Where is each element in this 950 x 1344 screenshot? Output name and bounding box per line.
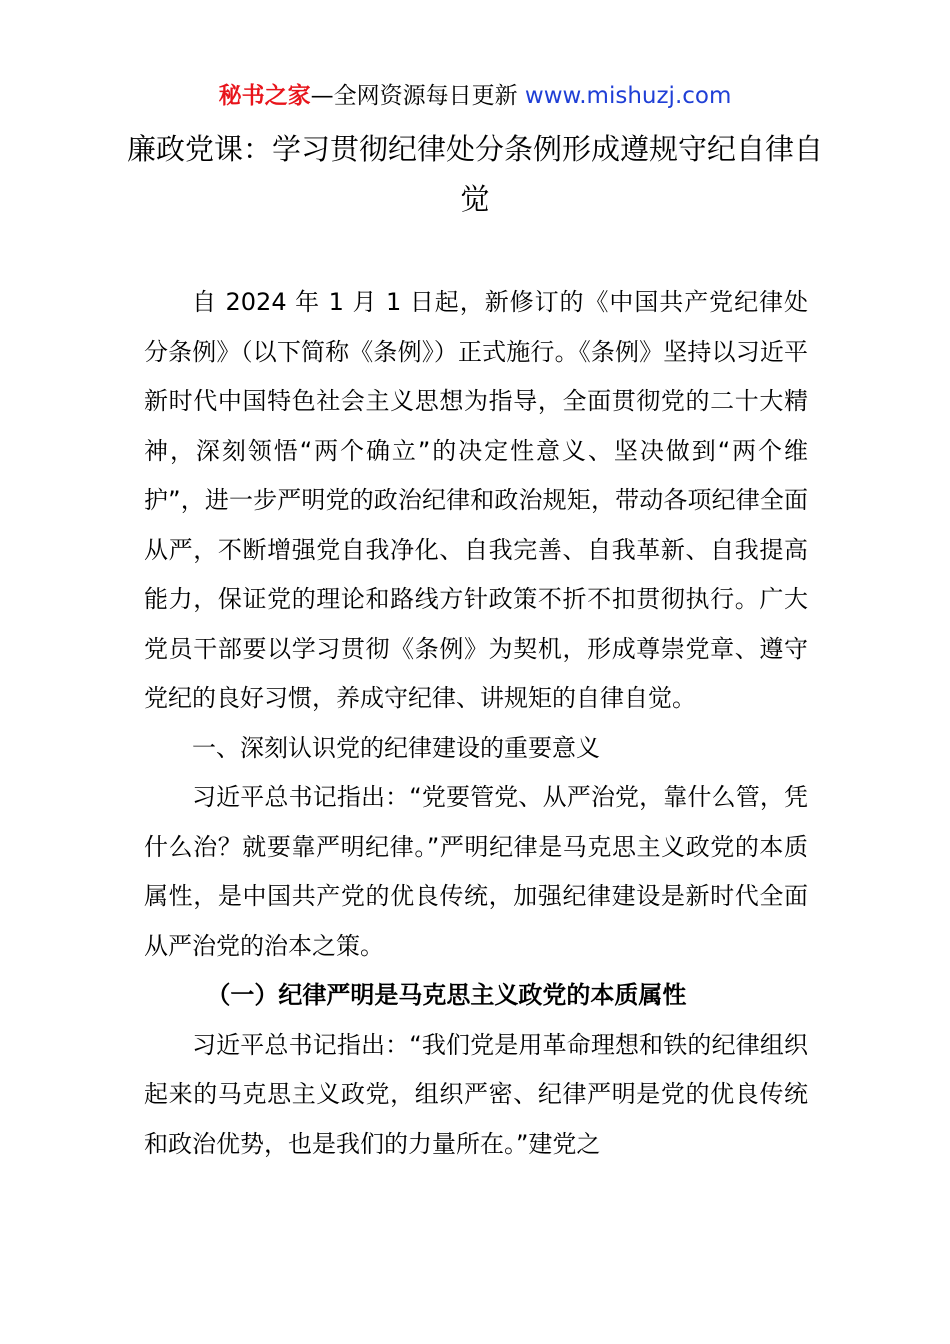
- paragraph-subsection-1: 习近平总书记指出：“我们党是用革命理想和铁的纪律组织起来的马克思主义政党，组织严密、纪律严明是党的优良传统和政治优势，也是我们的力量所在。”建党之: [144, 1030, 808, 1158]
- site-brand: 秘书之家: [218, 83, 311, 109]
- site-header: [0, 80, 950, 112]
- subsection-heading-1: （一）纪律严明是马克思主义政党的本质属性: [206, 981, 687, 1009]
- paragraph-intro: 自 2024 年 1 月 1 日起，新修订的《中国共产党纪律处分条例》（以下简称《条例》）正式施行。《条例》坚持以习近平新时代中国特色社会主义思想为指导，全面贯彻党的二十大精神，深刻领悟“两个确立”的决定性意义、坚决做到“两个维护”，进一步严明党的政治纪律和政治规矩，带动各项纪律全面从严，不断增强党自我净化、自我完善、自我革新、自我提高能力，保证党的理论和路线方针政策不折不扣贯彻执行。广大党员干部要以学习贯彻《条例》为契机，形成尊崇党章、遵守党纪的良好习惯，养成守纪律、讲规矩的自律自觉。: [144, 288, 808, 712]
- site-tagline: —全网资源每日更新: [310, 83, 518, 109]
- document-body: [144, 278, 808, 1169]
- site-url[interactable]: www.mishuzj.com: [524, 83, 732, 109]
- section-heading-1: 一、深刻认识党的纪律建设的重要意义: [192, 733, 600, 762]
- paragraph-section-1: 习近平总书记指出：“党要管党、从严治党，靠什么管，凭什么治？就要靠严明纪律。”严明纪律是马克思主义政党的本质属性，是中国共产党的优良传统，加强纪律建设是新时代全面从严治党的治本之策。: [144, 783, 808, 960]
- document-title: 廉政党课：学习贯彻纪律处分条例形成遵规守纪自律自觉: [126, 132, 823, 216]
